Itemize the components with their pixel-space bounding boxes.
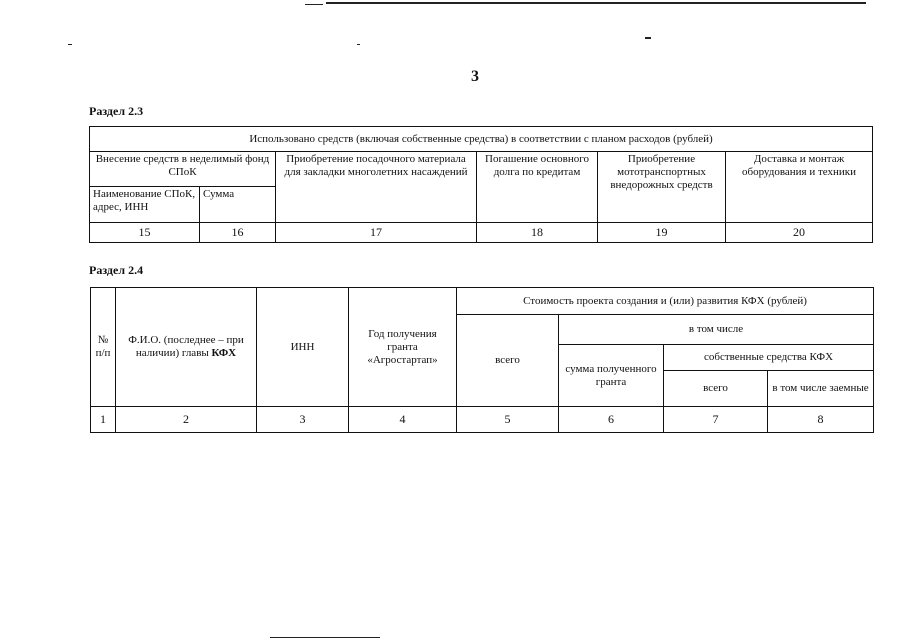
scan-artifact-top-dash [305,4,323,5]
column-number: 7 [664,407,768,433]
column-grant-sum: сумма полученного гранта [559,345,664,407]
subcolumn-spok-name: Наименование СПоК, адрес, ИНН [90,187,200,223]
section-2-3-title: Раздел 2.3 [89,104,144,118]
column-own-funds: собственные средства КФХ [664,345,874,371]
column-row-number: № п/п [91,288,116,407]
column-number: 18 [477,223,598,243]
column-offroad-vehicles: Приобретение мототранспортных внедорожных средств [598,152,726,223]
column-number: 16 [200,223,276,243]
column-number: 19 [598,223,726,243]
section-2-4-table [90,287,874,433]
column-number: 1 [91,407,116,433]
column-number: 2 [116,407,257,433]
column-number: 8 [768,407,874,433]
column-loan-repayment: Погашение основного долга по кредитам [477,152,598,223]
section-2-3-table [89,126,873,243]
scan-artifact-dot [68,44,72,45]
scan-artifact-bottom-line [270,637,380,638]
column-number: 3 [257,407,349,433]
column-inn: ИНН [257,288,349,407]
section-2-4-title: Раздел 2.4 [89,263,144,277]
scan-artifact-top-line [326,2,866,4]
column-number: 5 [457,407,559,433]
column-number: 6 [559,407,664,433]
column-equipment-delivery: Доставка и монтаж оборудования и техники [726,152,873,223]
column-planting-material: Приобретение посадочного материала для закладки многолетних насаждений [276,152,477,223]
column-own-total: всего [664,371,768,407]
column-number: 20 [726,223,873,243]
column-including: в том числе [559,315,874,345]
column-cost-total: всего [457,315,559,407]
scan-artifact-dot [357,44,360,45]
page-number: 3 [471,68,479,85]
column-fio: Ф.И.О. (последнее – при наличии) главы КФХ [116,288,257,407]
column-number: 15 [90,223,200,243]
scan-artifact-dash [645,37,651,39]
expenses-header: Использовано средств (включая собственные средства) в соответствии с планом расходов (рублей) [90,127,873,152]
column-indivisible-fund: Внесение средств в неделимый фонд СПоК [90,152,276,187]
column-number: 17 [276,223,477,243]
column-project-cost: Стоимость проекта создания и (или) развития КФХ (рублей) [457,288,874,315]
column-grant-year: Год получения гранта «Агростартап» [349,288,457,407]
column-number: 4 [349,407,457,433]
column-own-borrowed: в том числе заемные [768,371,874,407]
subcolumn-sum: Сумма [200,187,276,223]
